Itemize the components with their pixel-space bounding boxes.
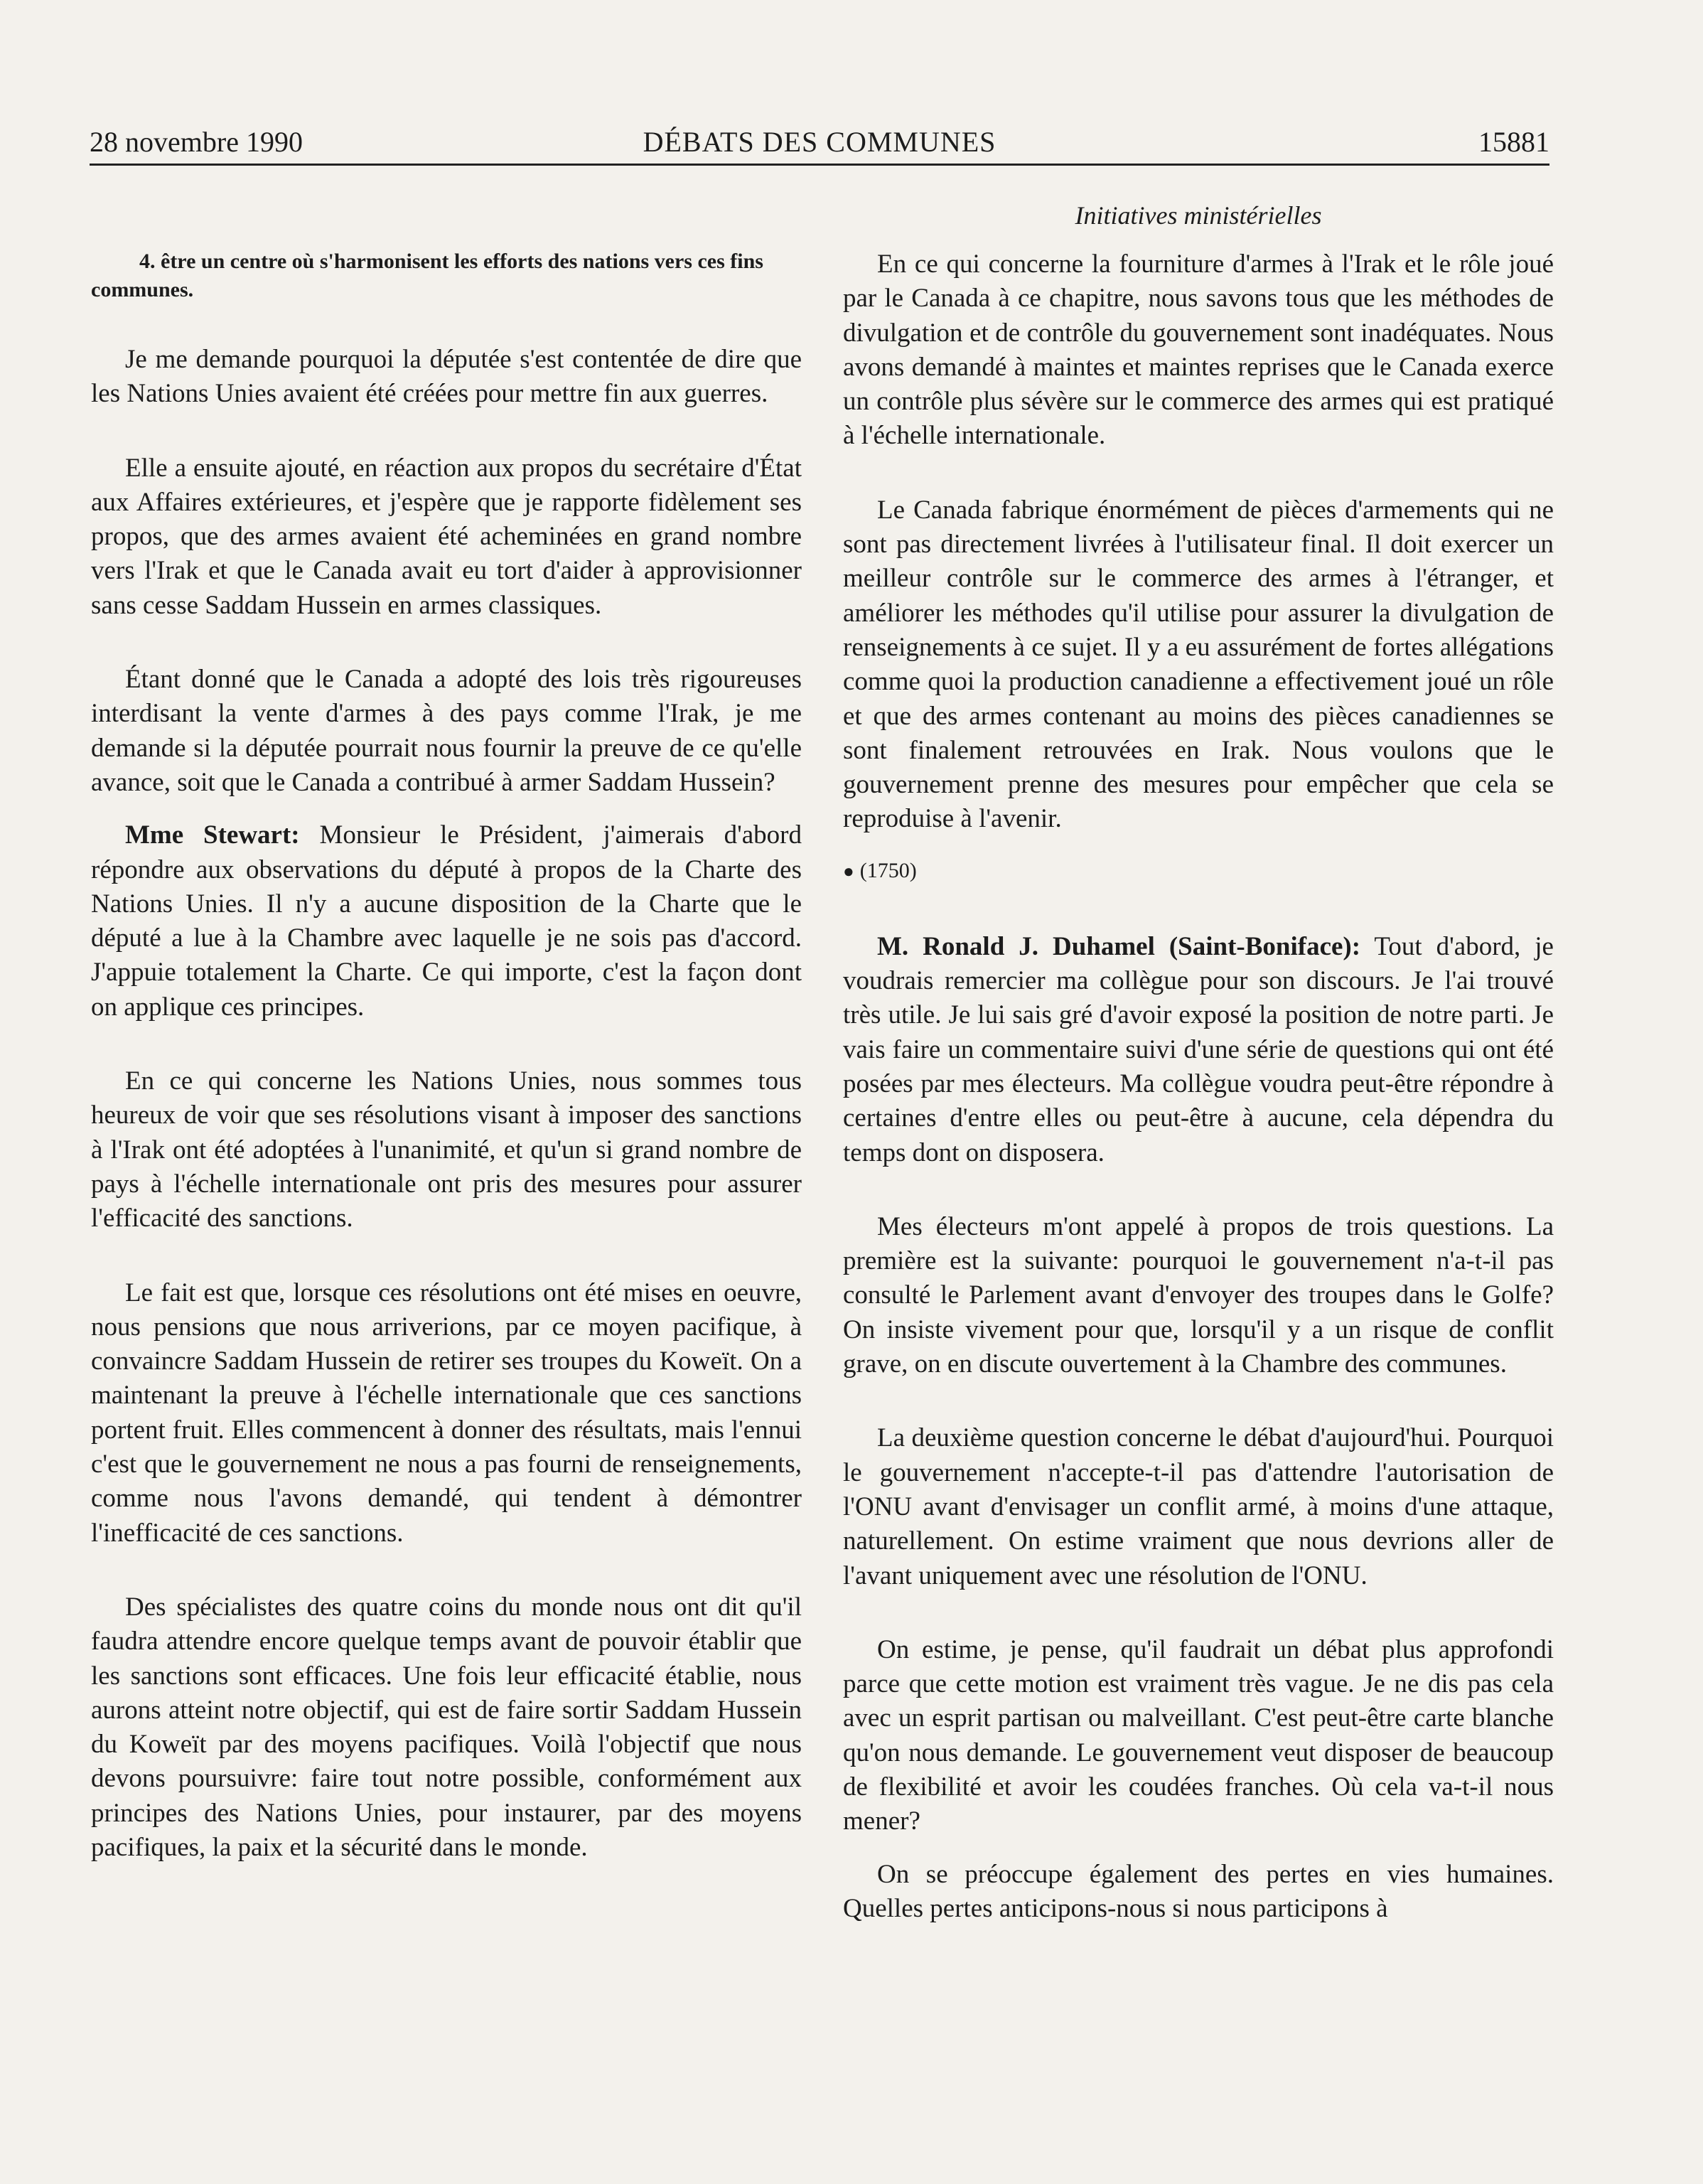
timestamp: ● (1750) [843,858,917,882]
speech-text: Monsieur le Président, j'aimerais d'abord répondre aux observations du député à propos de la Charte des Nations Unies. Il n'y a aucune disposition de la Charte que le député a lue à la Chambre avec laquelle je ne sois pas d'accord. J'appuie totalement la Charte. Ce qui importe, c'est la façon dont on applique ces principes. [91,820,802,1022]
speech-text: Tout d'abord, je voudrais remercier ma collègue pour son discours. Je l'ai trouvé très utile. Je lui sais gré d'avoir exposé la position de notre parti. Je vais faire un commentaire suivi d'une série de questions qui ont été posées par mes électeurs. Ma collègue voudra peut-être répondre à certaines d'entre elles ou peut-être à aucune, cela dépendra du temps dont on disposera. [843,931,1554,1167]
header-date: 28 novembre 1990 [90,126,303,158]
paragraph: On estime, je pense, qu'il faudrait un débat plus approfondi parce que cette motion est vraiment très vague. Je ne dis pas cela avec un esprit partisan ou malveillant. C'est peut-être carte blanche qu'on nous demande. Le gouvernement veut disposer de beaucoup de flexibilité et avoir les coudées franches. Où cela va-t-il nous mener? [843,1634,1554,1836]
paragraph: En ce qui concerne la fourniture d'armes à l'Irak et le rôle joué par le Canada à ce chapitre, nous savons tous que les méthodes de divulgation et de contrôle du gouvernement sont inadéquates. Nous avons demandé à maintes et maintes reprises que le Canada exerce un contrôle plus sévère sur le commerce des armes qui est pratiqué à l'échelle internationale. [843,250,1554,451]
left-column [91,247,802,1905]
header-page-number: 15881 [1478,126,1549,158]
paragraph [91,818,802,1024]
speaker-name: Mme Stewart: [125,820,300,850]
paragraph: Mes électeurs m'ont appelé à propos de trois questions. La première est la suivante: pourquoi le gouvernement n'a-t-il pas consulté le Parlement avant d'envoyer des troupes dans le Golfe? On insiste vivement pour que, lorsqu'il y a un risque de conflit grave, on en discute ouvertement à la Chambre des communes. [843,1211,1554,1379]
paragraph: En ce qui concerne les Nations Unies, nous sommes tous heureux de voir que ses résolutions visant à imposer des sanctions à l'Irak ont été adoptées à l'unanimité, et qu'un si grand nombre de pays à l'échelle internationale ont pris des mesures pour assurer l'efficacité des sanctions. [91,1066,802,1233]
page-header [90,124,1549,166]
paragraph: La deuxième question concerne le débat d'aujourd'hui. Pourquoi le gouvernement n'accepte-t-il pas d'attendre l'autorisation de l'ONU avant d'envisager un conflit armé, à moins d'une attaque, naturellement. On estime vraiment que nous devrions aller de l'avant uniquement avec une résolution de l'ONU. [843,1423,1554,1590]
header-title: DÉBATS DES COMMUNES [643,126,996,158]
paragraph: Étant donné que le Canada a adopté des lois très rigoureuses interdisant la vente d'armes à des pays comme l'Irak, je me demande si la députée pourrait nous fournir la preuve de ce qu'elle avance, soit que le Canada a contribué à armer Saddam Hussein? [91,665,802,797]
bullet-icon: ● [843,860,854,882]
charter-quote: 4. être un centre où s'harmonisent les efforts des nations vers ces fins communes. [91,250,763,301]
paragraph: Je me demande pourquoi la députée s'est contentée de dire que les Nations Unies avaient été créées pour mettre fin aux guerres. [91,345,802,409]
speaker-name: M. Ronald J. Duhamel (Saint-Boniface): [877,931,1361,961]
paragraph: Elle a ensuite ajouté, en réaction aux propos du secrétaire d'État aux Affaires extérieures, et j'espère que je rapporte fidèlement ses propos, que des armes avaient été acheminées en grand nombre vers l'Irak et que le Canada avait eu tort d'aider à approvisionner sans cesse Saddam Hussein en armes classiques. [91,453,802,620]
paragraph: On se préoccupe également des pertes en vies humaines. Quelles pertes anticipons-nous si nous participons à [843,1859,1554,1923]
paragraph: Des spécialistes des quatre coins du monde nous ont dit qu'il faudra attendre encore quelque temps avant de pouvoir établir que les sanctions sont efficaces. Une fois leur efficacité établie, nous aurons atteint notre objectif, qui est de faire sortir Saddam Hussein du Koweït par des moyens pacifiques. Voilà l'objectif que nous devons poursuivre: faire tout notre possible, conformément aux principes des Nations Unies, pour instaurer, par des moyens pacifiques, la paix et la sécurité dans le monde. [91,1592,802,1862]
paragraph: Le Canada fabrique énormément de pièces d'armements qui ne sont pas directement livrées à l'utilisateur final. Il doit exercer un meilleur contrôle sur le commerce des armes à l'étranger, et améliorer les méthodes qu'il utilise pour assurer la divulgation de renseignements à ce sujet. Il y a eu assurément de fortes allégations comme quoi la production canadienne a effectivement joué un rôle et que des armes contenant au moins des pièces canadiennes se sont finalement retrouvées en Irak. Nous voulons que le gouvernement prenne des mesures pour empêcher que cela se reproduise à l'avenir. [843,495,1554,834]
paragraph: Le fait est que, lorsque ces résolutions ont été mises en oeuvre, nous pensions que nous arriverions, par ce moyen pacifique, à convaincre Saddam Hussein de retirer ses troupes du Koweït. On a maintenant la preuve à l'échelle internationale que ces sanctions portent fruit. Elles commencent à donner des résultats, mais l'ennui c'est que le gouvernement ne nous a pas fourni de renseignements, comme nous l'avons demandé, qui tendent à démontrer l'inefficacité de ces sanctions. [91,1278,802,1548]
paragraph [843,930,1554,1170]
right-column [843,247,1554,1966]
section-subheading: Initiatives ministérielles [1075,201,1322,230]
